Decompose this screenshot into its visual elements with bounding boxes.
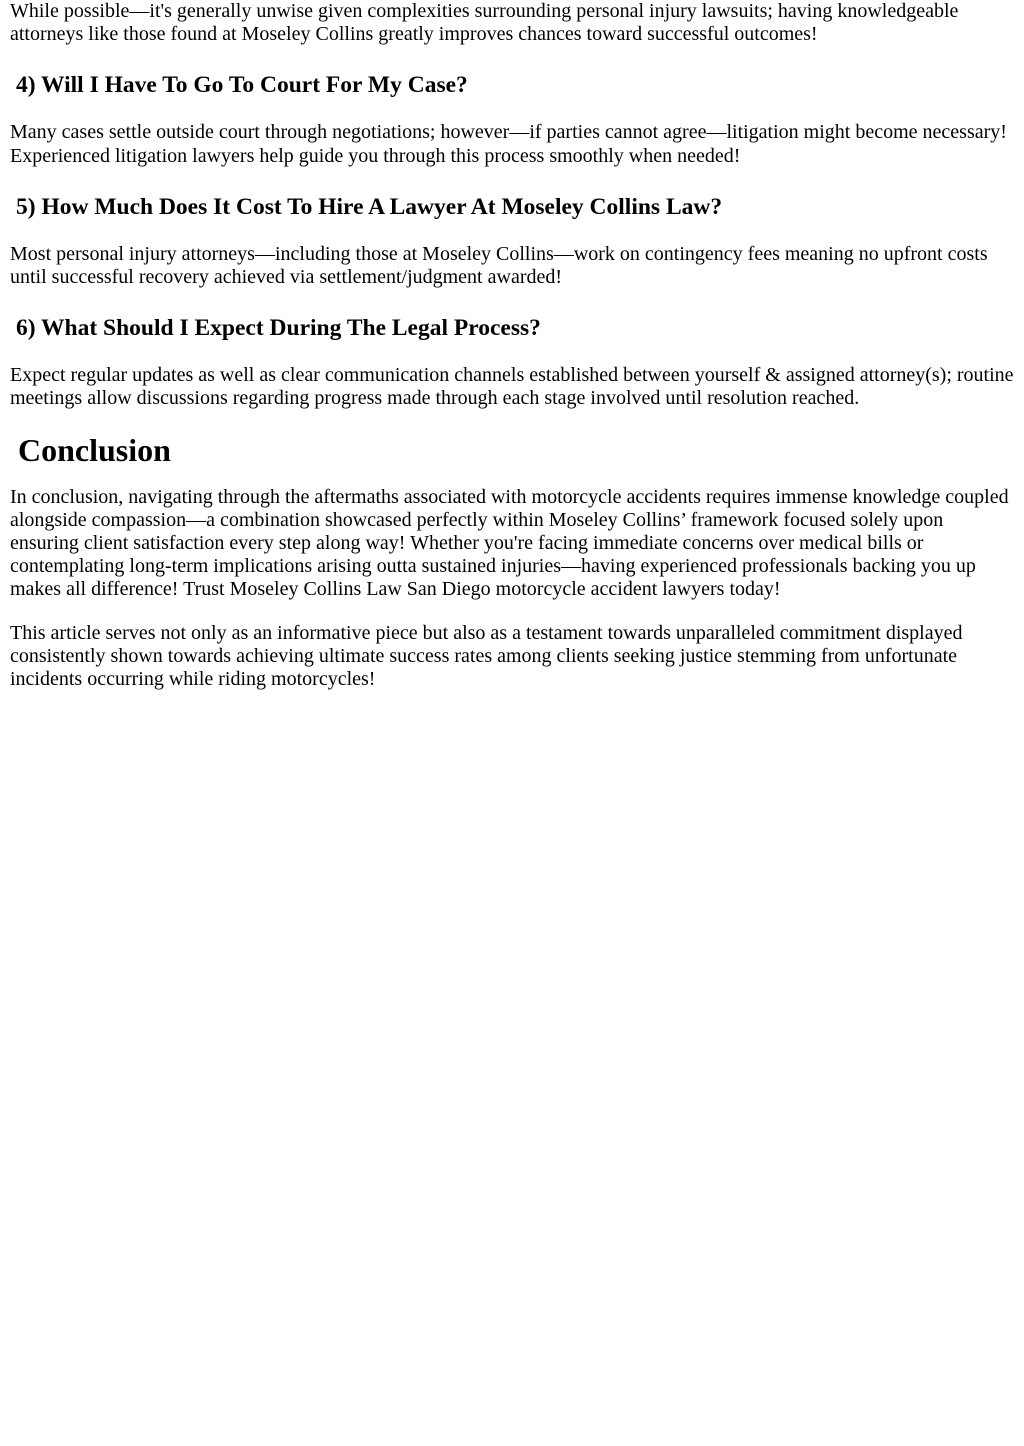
- faq-question-5: 5) How Much Does It Cost To Hire A Lawyer At Moseley Collins Law?: [16, 193, 723, 220]
- faq-answer-6: Expect regular updates as well as clear communication channels established between yourself & assigned attorney(s); routine meetings allow discussions regarding progress made through each stage involved until resolution reached.: [10, 364, 1014, 410]
- faq-question-6: 6) What Should I Expect During The Legal Process?: [16, 315, 541, 342]
- article-body: [0, 0, 1024, 691]
- faq-question-4: 4) Will I Have To Go To Court For My Case?: [16, 72, 468, 99]
- conclusion-heading: Conclusion: [18, 431, 171, 468]
- conclusion-paragraph-1: In conclusion, navigating through the aftermaths associated with motorcycle accidents requires immense knowledge coupled alongside compassion—a combination showcased perfectly within Moseley Collins’ framework focused solely upon ensuring client satisfaction every step along way! Whether you're facing immediate concerns over medical bills or contemplating long-term implications arising outta sustained injuries—having experienced professionals backing you up makes all difference! Trust Moseley Collins Law San Diego motorcycle accident lawyers today!: [10, 485, 1009, 601]
- conclusion-paragraph-2: This article serves not only as an informative piece but also as a testament towards unparalleled commitment displayed consistently shown towards achieving ultimate success rates among clients seeking justice stemming from unfortunate incidents occurring while riding motorcycles!: [10, 621, 963, 691]
- faq-answer-5: Most personal injury attorneys—including those at Moseley Collins—work on contingency fees meaning no upfront costs until successful recovery achieved via settlement/judgment awarded!: [10, 242, 988, 289]
- faq-answer-4: Many cases settle outside court through negotiations; however—if parties cannot agree—litigation might become necessary! Experienced litigation lawyers help guide you through this process smoothly when needed!: [10, 121, 1007, 167]
- intro-paragraph: While possible—it's generally unwise given complexities surrounding personal injury lawsuits; having knowledgeable attorneys like those found at Moseley Collins greatly improves chances toward successful outcomes!: [10, 0, 959, 46]
